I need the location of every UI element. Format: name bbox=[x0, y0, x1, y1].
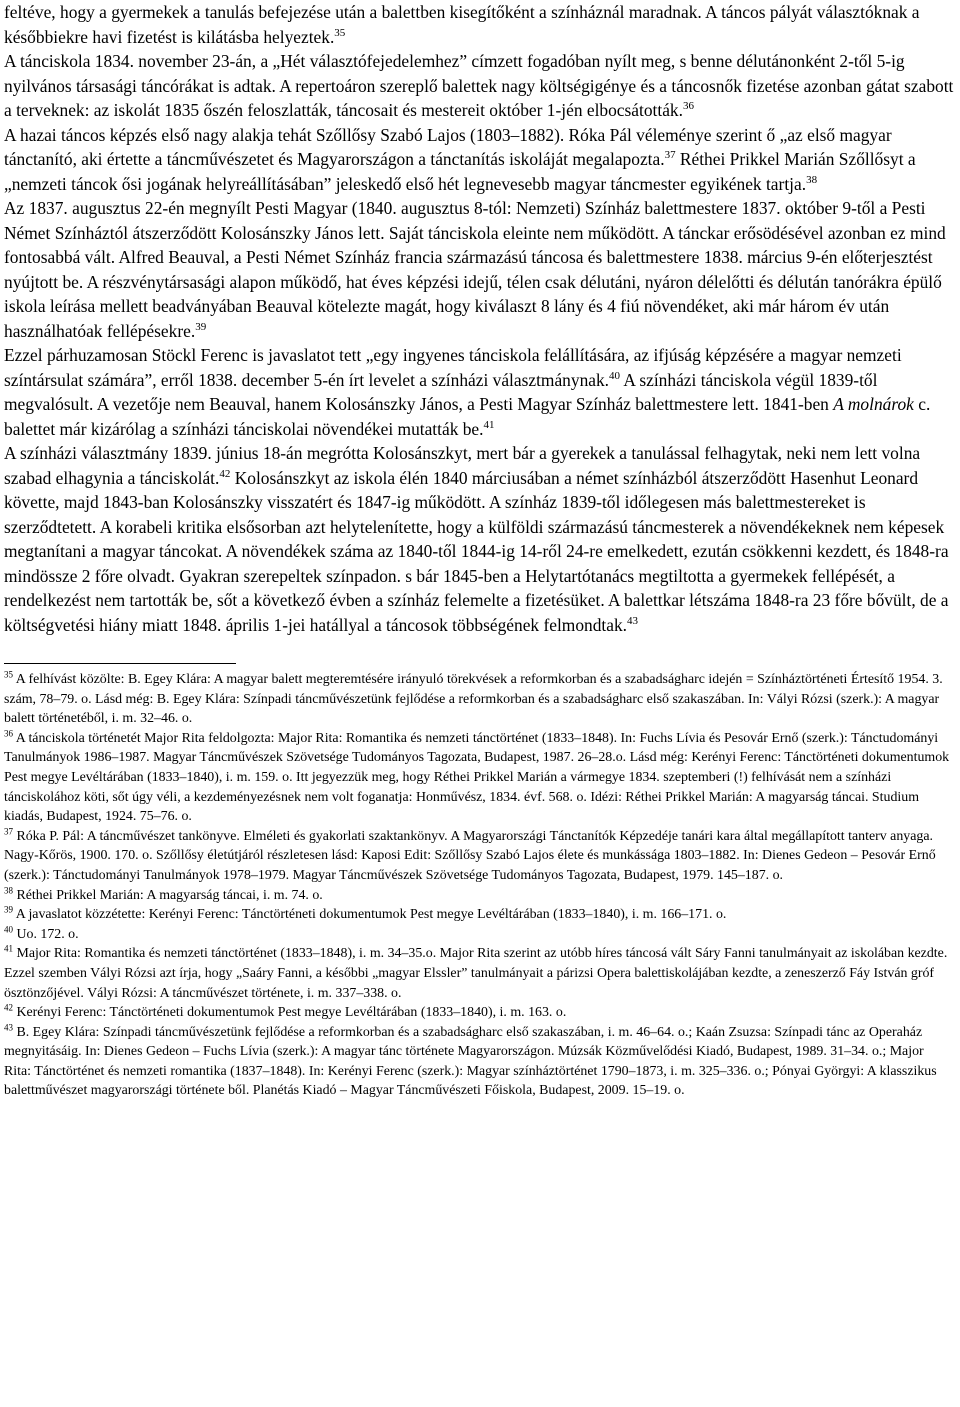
footnote-number: 42 bbox=[4, 1002, 13, 1013]
footnote-38: $^{38}$ Réthei Prikkel Marián: A magyarság táncai, i. m. 74. o. bbox=[4, 884, 323, 903]
main-text bbox=[4, 0, 954, 637]
footnote-ref-43[interactable]: 43 bbox=[627, 614, 639, 627]
footnote-ref-42[interactable]: 42 bbox=[219, 467, 231, 480]
footnote-ref-36[interactable]: 36 bbox=[682, 100, 694, 113]
paragraph-4: Az 1837. augusztus 22-én megnyílt Pesti Magyar (1840. augusztus 8-tól: Nemzeti) Színház balettmestere 1837. október 9-től a Pesti Német Színháztól átszerződött Kolosánszky János lett. Saját tánciskola eleinte nem működött. A tánckar erősödésével azonban ez mind fontosabbá vált. Alfred Beauval, a Pesti Német Színház francia származású táncosa és balettmestere 1838. március 9-én előterjesztést nyújtott be. A részvénytársasági alapon működő, hat éves képzési idejű, télen csak délutáni, nyáron délelőtti és délután tanórákra épülő iskola leírása mellett beadványában Beauval kötelezte magát, hogy kiválaszt 8 lány és 4 fiú növendéket, aki már három év után használhatóak fellépésekre.$^{39}$ bbox=[4, 198, 946, 341]
footnote-40: $^{40}$ Uo. 172. o. bbox=[4, 924, 79, 942]
footnote-ref-41[interactable]: 41 bbox=[483, 418, 495, 431]
footnote-number: 35 bbox=[4, 669, 13, 680]
footnote-41: $^{41}$ Major Rita: Romantika és nemzeti tánctörténet (1833–1848), i. m. 34–35.o. Major Rita szerint az utóbb híres táncosá vált Sáry Fanni tanulmányait az iskolában kezdte. Ezzel szemben Vályi Rózsi azt írja, hogy „Saáry Fanni, a későbbi „magyar Elssler” tanulmányait a párizsi Opera balettiskolájában kezdte, a zeneszerző Fáy István gróf ösztönzőjével. Vályi Rózsi: A táncművészet története, i. m. 337–338. o. bbox=[4, 943, 948, 1001]
paragraph-6: A színházi választmány 1839. június 18-án megrótta Kolosánszkyt, mert bár a gyerekek a tanulással felhagytak, neki nem lett volna szabad elhagynia a tánciskolát.$^{42}$ Kolosánszkyt az iskola élén 1840 márciusában a német színházból átszerződött Hasenhut Leonard követte, majd 1843-ban Kolosánszky visszatért és 1847-ig működött. A színház 1839-től időlegesen más balettmestereket is szerződtetett. A korabeli kritika elsősorban azt helytelenítette, hogy a külföldi származású táncmesterek a növendékeknek nem képesek megtanítani a magyar táncokat. A növendékek száma az 1840-től 1844-ig 14-ről 24-re emelkedett, ezután csökkenni kezdett, és 1848-ra mindössze 2 főre olvadt. Gyakran szerepeltek színpadon. s bár 1845-ben a Helytartótanács megtiltotta a gyermekek fellépését, a rendelkezést nem tartották be, sőt a következő évben a színház felemelte a fizetésüket. A balettkar létszáma 1848-ra 23 főre bővült, de a költségvetési hiány miatt 1848. április 1-jei hatállyal a táncosok többségének felmondtak.$^{43}$ bbox=[4, 443, 949, 635]
footnote-35: $^{35}$ A felhívást közölte: B. Egey Klára: A magyar balett megteremtésére irányuló törekvések a reformkorban és a szabadságharc idején = Színháztörténeti Értesítő 1954. 3. szám, 78–79. o. Lásd még: B. Egey Klára: Színpadi táncművészetünk fejlődése a reformkorban és a szabadságharc első szakaszában. In: Vályi Rózsi (szerk.): A magyar balett történetéből, i. m. 32–46. o. bbox=[4, 669, 943, 727]
document-page bbox=[4, 0, 954, 1101]
footnote-ref-39[interactable]: 39 bbox=[195, 320, 207, 333]
paragraph-3: A hazai táncos képzés első nagy alakja tehát Szőllősy Szabó Lajos (1803–1882). Róka Pál véleménye szerint ő „az első magyar tánctanító, aki értette a táncművészetet és Magyarországon a tánctanítás iskoláját megalapozta.$^{37}$ Réthei Prikkel Marián Szőllősyt a „nemzeti táncok ősi jogának helyreállításában” jeleskedő első hét legnevesebb magyar táncmester egyikének tartja.$^{38}$ bbox=[4, 124, 916, 194]
footnote-43: $^{43}$ B. Egey Klára: Színpadi táncművészetünk fejlődése a reformkorban és a szabadságharc első szakaszában, i. m. 46–64. o.; Kaán Zsuzsa: Színpadi tánc az Operaház megnyitásáig. In: Dienes Gedeon – Fuchs Lívia (szerk.): A magyar tánc története Magyarországon. Múzsák Közművelődési Kiadó, Budapest, 1989. 31–34. o.; Major Rita: Tánctörténet és nemzeti romantika (1837–1848). In: Kerényi Ferenc (szerk.): Magyar színháztörténet 1790–1873, i. m. 325–336. o.; Pónyai Györgyi: A klasszikus balettművészet magyarországi története ből. Planétás Kiadó – Magyar Táncművészeti Főiskola, Budapest, 2009. 15–19. o. bbox=[4, 1022, 937, 1099]
footnote-number: 38 bbox=[4, 884, 13, 895]
paragraph-5: Ezzel párhuzamosan Stöckl Ferenc is javaslatot tett „egy ingyenes tánciskola felállítására, az ifjúság képzésére a magyar nemzeti színtársulat számára”, erről 1838. december 5-én írt levelet a színházi választmánynak.$^{40}$ A színházi tánciskola végül 1839-től megvalósult. A vezetője nem Beauval, hanem Kolosánszky János, a Pesti Magyar Színház balettmestere lett. 1841-ben A molnárok c. balettet már kizárólag a színházi tánciskolai növendékei mutatták be.$^{41}$ bbox=[4, 345, 931, 439]
footnote-ref-37[interactable]: 37 bbox=[664, 149, 676, 162]
footnote-separator bbox=[4, 663, 236, 664]
footnotes bbox=[4, 670, 954, 1101]
paragraph-2: A tánciskola 1834. november 23-án, a „Hét választófejedelemhez” címzett fogadóban nyílt meg, s benne délutánonként 2-től 5-ig nyilvános társasági táncórákat is adtak. A repertoáron szereplő balettek nagy költségigénye és a táncosnők fizetése azonban gátat szabott a terveknek: az iskolát 1835 őszén feloszlatták, táncosait és mestereit október 1-jén elbocsátották.$^{36}$ bbox=[4, 51, 954, 120]
footnote-37: $^{37}$ Róka P. Pál: A táncművészet tankönyve. Elméleti és gyakorlati szaktankönyv. A Magyarországi Tánctanítók Képzedéje tanári kara által megállapított tanterv anyaga. Nagy-Kőrös, 1900. 170. o. Szőllősy életútjáról részletesen lásd: Kaposi Edit: Szőllősy Szabó Lajos élete és munkássága 1803–1882. In: Dienes Gedeon – Pesovár Ernő (szerk.): Tánctudományi Tanulmányok 1978–1979. Magyar Táncművészek Szövetsége Tudományos Tagozata, Budapest, 1979. 145–187. o. bbox=[4, 826, 936, 883]
footnote-36: $^{36}$ A tánciskola történetét Major Rita feldolgozta: Major Rita: Romantika és nemzeti tánctörténet (1833–1848). In: Fuchs Lívia és Pesovár Ernő (szerk.): Tánctudományi Tanulmányok 1986–1987. Magyar Táncművészek Szövetsége Tudományos Tagozata, Budapest, 1987. 26–28.o. Lásd még: Kerényi Ferenc: Tánctörténeti dokumentumok Pest megye Levéltárában (1833–1840), i. m. 159. o. Itt jegyezzük meg, hogy Réthei Prikkel Marián a vármegye 1834. szeptemberi (!) felhívását nem a színházi tánciskolához köti, sőt úgy véli, a kezdeményezésnek nem volt foganatja: Honművész, 1834. évf. 568. o. Idézi: Réthei Prikkel Marián: A magyarság táncai. Studium kiadás, Budapest, 1924. 75–76. o. bbox=[4, 728, 950, 825]
footnote-number: 43 bbox=[4, 1022, 13, 1033]
footnote-number: 36 bbox=[4, 728, 13, 739]
footnote-ref-40[interactable]: 40 bbox=[609, 369, 621, 382]
footnote-ref-35[interactable]: 35 bbox=[334, 26, 346, 39]
footnote-ref-38[interactable]: 38 bbox=[806, 173, 818, 186]
paragraph-1: feltéve, hogy a gyermekek a tanulás befejezése után a balettben kisegítőként a színháznál maradnak. A táncos pályát választóknak a későbbiekre havi fizetést is kilátásba helyeztek.$^{35}$ bbox=[4, 2, 920, 47]
footnote-number: 37 bbox=[4, 826, 13, 837]
work-title: A molnárok bbox=[833, 394, 914, 414]
footnote-number: 39 bbox=[4, 904, 13, 915]
footnote-39: $^{39}$ A javaslatot közzétette: Kerényi Ferenc: Tánctörténeti dokumentumok Pest megye Levéltárában (1833–1840), i. m. 166–171. o. bbox=[4, 904, 727, 923]
footnote-number: 41 bbox=[4, 943, 13, 954]
footnote-42: $^{42}$ Kerényi Ferenc: Tánctörténeti dokumentumok Pest megye Levéltárában (1833–1840), i. m. 163. o. bbox=[4, 1002, 567, 1021]
footnote-number: 40 bbox=[4, 924, 13, 935]
